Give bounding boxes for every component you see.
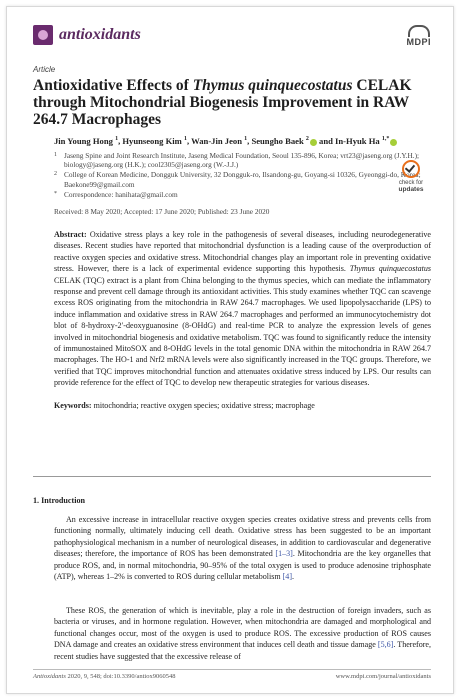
abstract-label: Abstract: [54,230,87,240]
affiliation: 1 Jaseng Spine and Joint Research Institute, Jaseng Medical Foundation, Seoul 135-896, Korea; vrt23@jaseng.org (J.Y.H.); biology@jaseng.org (H.K.); cool2305@jaseng.org (W.-J.J.) [54,151,420,170]
body-paragraph: These ROS, the generation of which is inevitable, play a role in the destruction of foreign invaders, such as bacteria or viruses, and in hormone regulation. However, when mitochondria are damaged and morphological and functional changes occur, most of the oxygen is used to produce ROS. The excessive production of ROS causes DNA damage and creates an oxidative stress environment that induces cell death and tissue damage [5,6]. Therefore, recent studies have suggested that the excessive release of [54,606,432,661]
publication-dates: Received: 8 May 2020; Accepted: 17 June 2020; Published: 23 June 2020 [54,207,270,217]
publisher-mark-icon [408,25,430,37]
publisher-name: MDPI [406,37,431,47]
footer-url[interactable]: www.mdpi.com/journal/antioxidants [335,673,431,680]
check-updates-icon [402,160,420,178]
citation-link[interactable]: [5,6] [377,640,394,650]
affiliation: 2 College of Korean Medicine, Dongguk University, 32 Dongguk-ro, Ilsandong-gu, Goyang-si 10326, Gyeonggi-do, Korea; Baekone99@gmail.com [54,170,421,189]
orcid-icon[interactable] [390,139,397,146]
footer-divider [33,669,431,670]
keywords-label: Keywords: [54,400,92,410]
body-paragraph: An excessive increase in intracellular reactive oxygen species creates oxidative stress and prevents cells from functioning normally, ultimately inducing cell death. Oxidative stress has been suggested to be an important pathophysiological mechanism in a number of neurological diseases, in addition to cardiovascular and degenerative diseases; therefore, the importance of ROS has been demonstrated [1–3]. Mitochondria are the key organelles that produce ROS, and, in normal mitochondria, 90–95% of the total oxygen is used to produce adenosine triphosphate (ATP), whereas 1–2% is converted to ROS during cellular metabolism [4]. [54,515,431,582]
journal-name: antioxidants [59,26,141,43]
citation-link[interactable]: [1–3] [275,549,293,559]
author-name: In-Hyuk Ha [335,136,380,146]
author-name: Jin Young Hong [54,136,113,146]
article-page [6,6,454,694]
journal-header [33,25,431,51]
abstract: Abstract: Oxidative stress plays a key role in the pathogenesis of several diseases, including neurodegenerative diseases. Recent studies have reported that mitochondrial dysfunction is a leading cause of the overproduction of reactive oxygen species and oxidative stress. Mitochondrial changes play an important role in preventing oxidative stress. However, there is a lack of experimental evidence supporting this hypothesis. Thymus quinquecostatus CELAK (TQC) extract is a plant from China belonging to the thymus species, which can mediate the inflammatory response and prevent cell damage through its antioxidant activities. This study examines whether TQC can scavenge excess ROS originating from the mitochondria in RAW 264.7 macrophages. We used lipopolysaccharide (LPS) to induce inflammation and oxidative stress in RAW 264.7 macrophages and performed an immunocytochemistry dot blot of 8-hydroxy-2′-deoxyguanosine (8-OHdG) and real-time PCR to analyze the expression levels of genes involved in mitochondrial biogenesis and oxidative metabolism. TQC was found to significantly reduce the intensity of immunostained MitoSOX and 8-OHdG levels in the total genomic DNA within the mitochondria in RAW 264.7 macrophages. The HO-1 and Nrf2 mRNA levels were also significantly increased in the TQC groups. Therefore, we verified that TQC improves mitochondrial function and attenuates oxidative stress induced by LPS. Our results can provide reference for the effect of TQC to develop new therapeutic strategies for various diseases. [54,230,431,388]
orcid-icon[interactable] [310,139,317,146]
journal-logo-icon [33,25,53,45]
article-type: Article [33,65,56,74]
footer-citation: Antioxidants 2020, 9, 548; doi:10.3390/antiox9060548 [33,673,176,680]
publisher-logo [407,25,432,47]
page-footer [33,673,431,680]
section-divider [33,476,431,477]
keywords: Keywords: mitochondria; reactive oxygen species; oxidative stress; macrophage [54,400,315,410]
check-for-updates-badge[interactable]: check for updates [391,160,431,193]
correspondence: * Correspondence: hanihata@gmail.com [54,189,178,199]
author-name: Hyunseong Kim [122,136,182,146]
author-list: Jin Young Hong $^1$, Hyunseong Kim $^1$, Wan-Jin Jeon $^1$, Seungho Baek $^2$ and In-Hyuk Ha $^{1,*}$ [54,136,431,146]
citation-link[interactable]: [4] [282,572,293,582]
author-name: Seungho Baek [251,136,304,146]
front-matter [33,65,431,410]
article-title: Antioxidative Effects of Thymus quinquecostatus CELAK through Mitochondrial Biogenesis Improvement in RAW 264.7 Macrophages [33,77,412,128]
author-name: Wan-Jin Jeon [191,136,242,146]
title-species: Thymus quinquecostatus [192,77,353,94]
section-title: 1. Introduction [33,496,86,505]
